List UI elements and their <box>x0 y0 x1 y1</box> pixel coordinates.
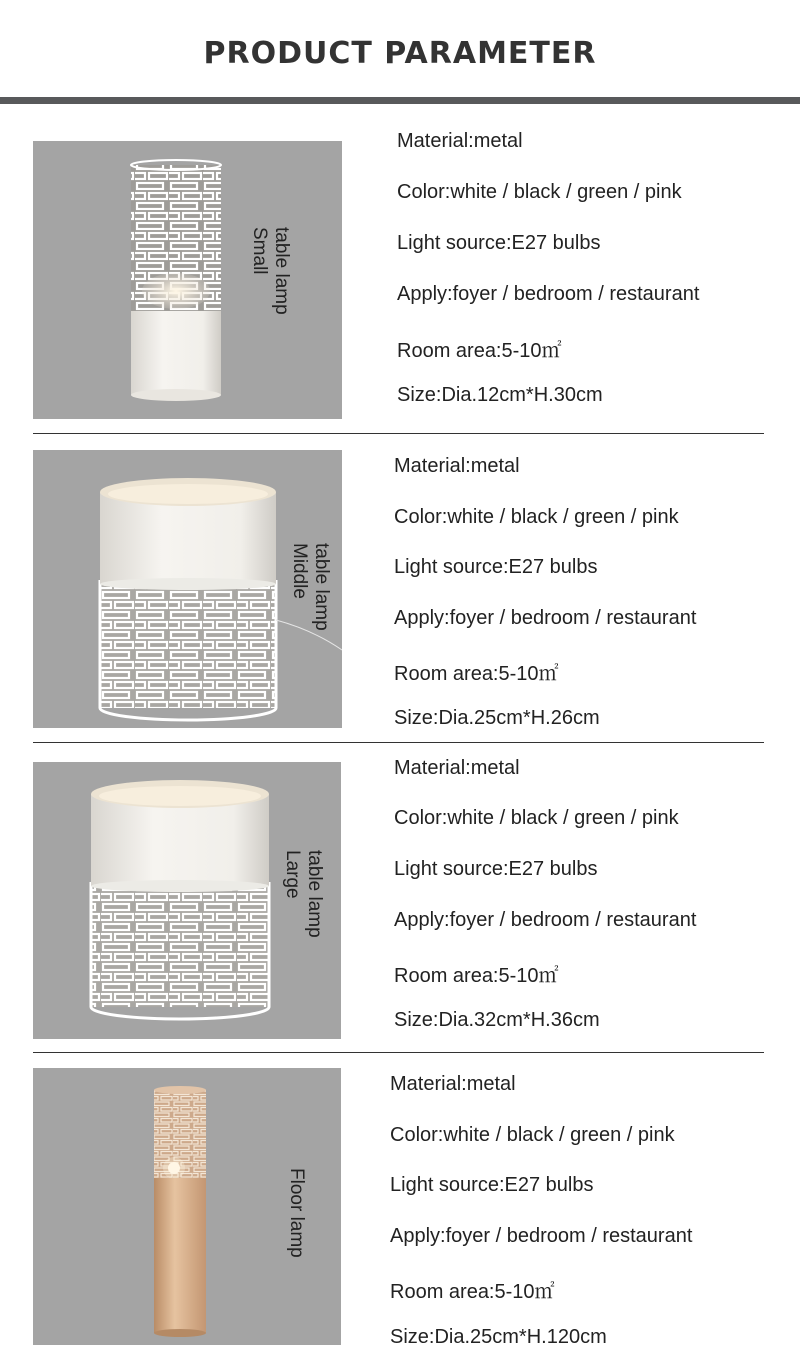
spec-color: Color:white / black / green / pink <box>397 181 682 203</box>
spec-light-source: Light source:E27 bulbs <box>390 1174 594 1196</box>
spec-size: Size:Dia.32cm*H.36cm <box>394 1009 600 1031</box>
spec-material: Material:metal <box>394 757 520 779</box>
header-divider <box>0 97 800 104</box>
spec-material: Material:metal <box>390 1073 516 1095</box>
section-divider <box>33 1052 764 1053</box>
product-image-middle <box>33 450 342 728</box>
spec-apply: Apply:foyer / bedroom / restaurant <box>390 1225 693 1247</box>
product-label-line: Floor lamp <box>286 1168 307 1258</box>
spec-color: Color:white / black / green / pink <box>390 1124 675 1146</box>
spec-size: Size:Dia.25cm*H.26cm <box>394 707 600 729</box>
spec-light-source: Light source:E27 bulbs <box>394 858 598 880</box>
page-title: PRODUCT PARAMETER <box>203 36 597 71</box>
spec-apply: Apply:foyer / bedroom / restaurant <box>394 607 697 629</box>
spec-size: Size:Dia.12cm*H.30cm <box>397 384 603 406</box>
spec-room-area: Room area:5-10㎡ <box>390 1281 555 1303</box>
product-label-line: Middle <box>289 543 310 599</box>
spec-material: Material:metal <box>394 455 520 477</box>
spec-color: Color:white / black / green / pink <box>394 506 679 528</box>
product-label-line: Small <box>249 227 270 275</box>
spec-room-area: Room area:5-10㎡ <box>394 965 559 987</box>
product-label-line: table lamp <box>271 227 292 315</box>
spec-size: Size:Dia.25cm*H.120cm <box>390 1326 607 1348</box>
product-image-floor <box>33 1068 341 1345</box>
spec-room-area: Room area:5-10㎡ <box>397 340 562 362</box>
section-divider <box>33 742 764 743</box>
product-label-small <box>248 227 292 315</box>
product-label-line: table lamp <box>304 850 325 938</box>
spec-apply: Apply:foyer / bedroom / restaurant <box>394 909 697 931</box>
spec-room-area: Room area:5-10㎡ <box>394 663 559 685</box>
product-label-middle <box>288 543 332 631</box>
section-divider <box>33 433 764 434</box>
product-label-line: Large <box>282 850 303 899</box>
page-header <box>0 0 800 98</box>
small-lamp-illustration <box>33 141 342 419</box>
product-label-large <box>281 850 325 938</box>
spec-apply: Apply:foyer / bedroom / restaurant <box>397 283 700 305</box>
product-label-floor <box>285 1168 307 1258</box>
product-label-line: table lamp <box>311 543 332 631</box>
spec-material: Material:metal <box>397 130 523 152</box>
spec-light-source: Light source:E27 bulbs <box>397 232 601 254</box>
spec-light-source: Light source:E27 bulbs <box>394 556 598 578</box>
product-image-large <box>33 762 341 1039</box>
product-image-small <box>33 141 342 419</box>
spec-color: Color:white / black / green / pink <box>394 807 679 829</box>
